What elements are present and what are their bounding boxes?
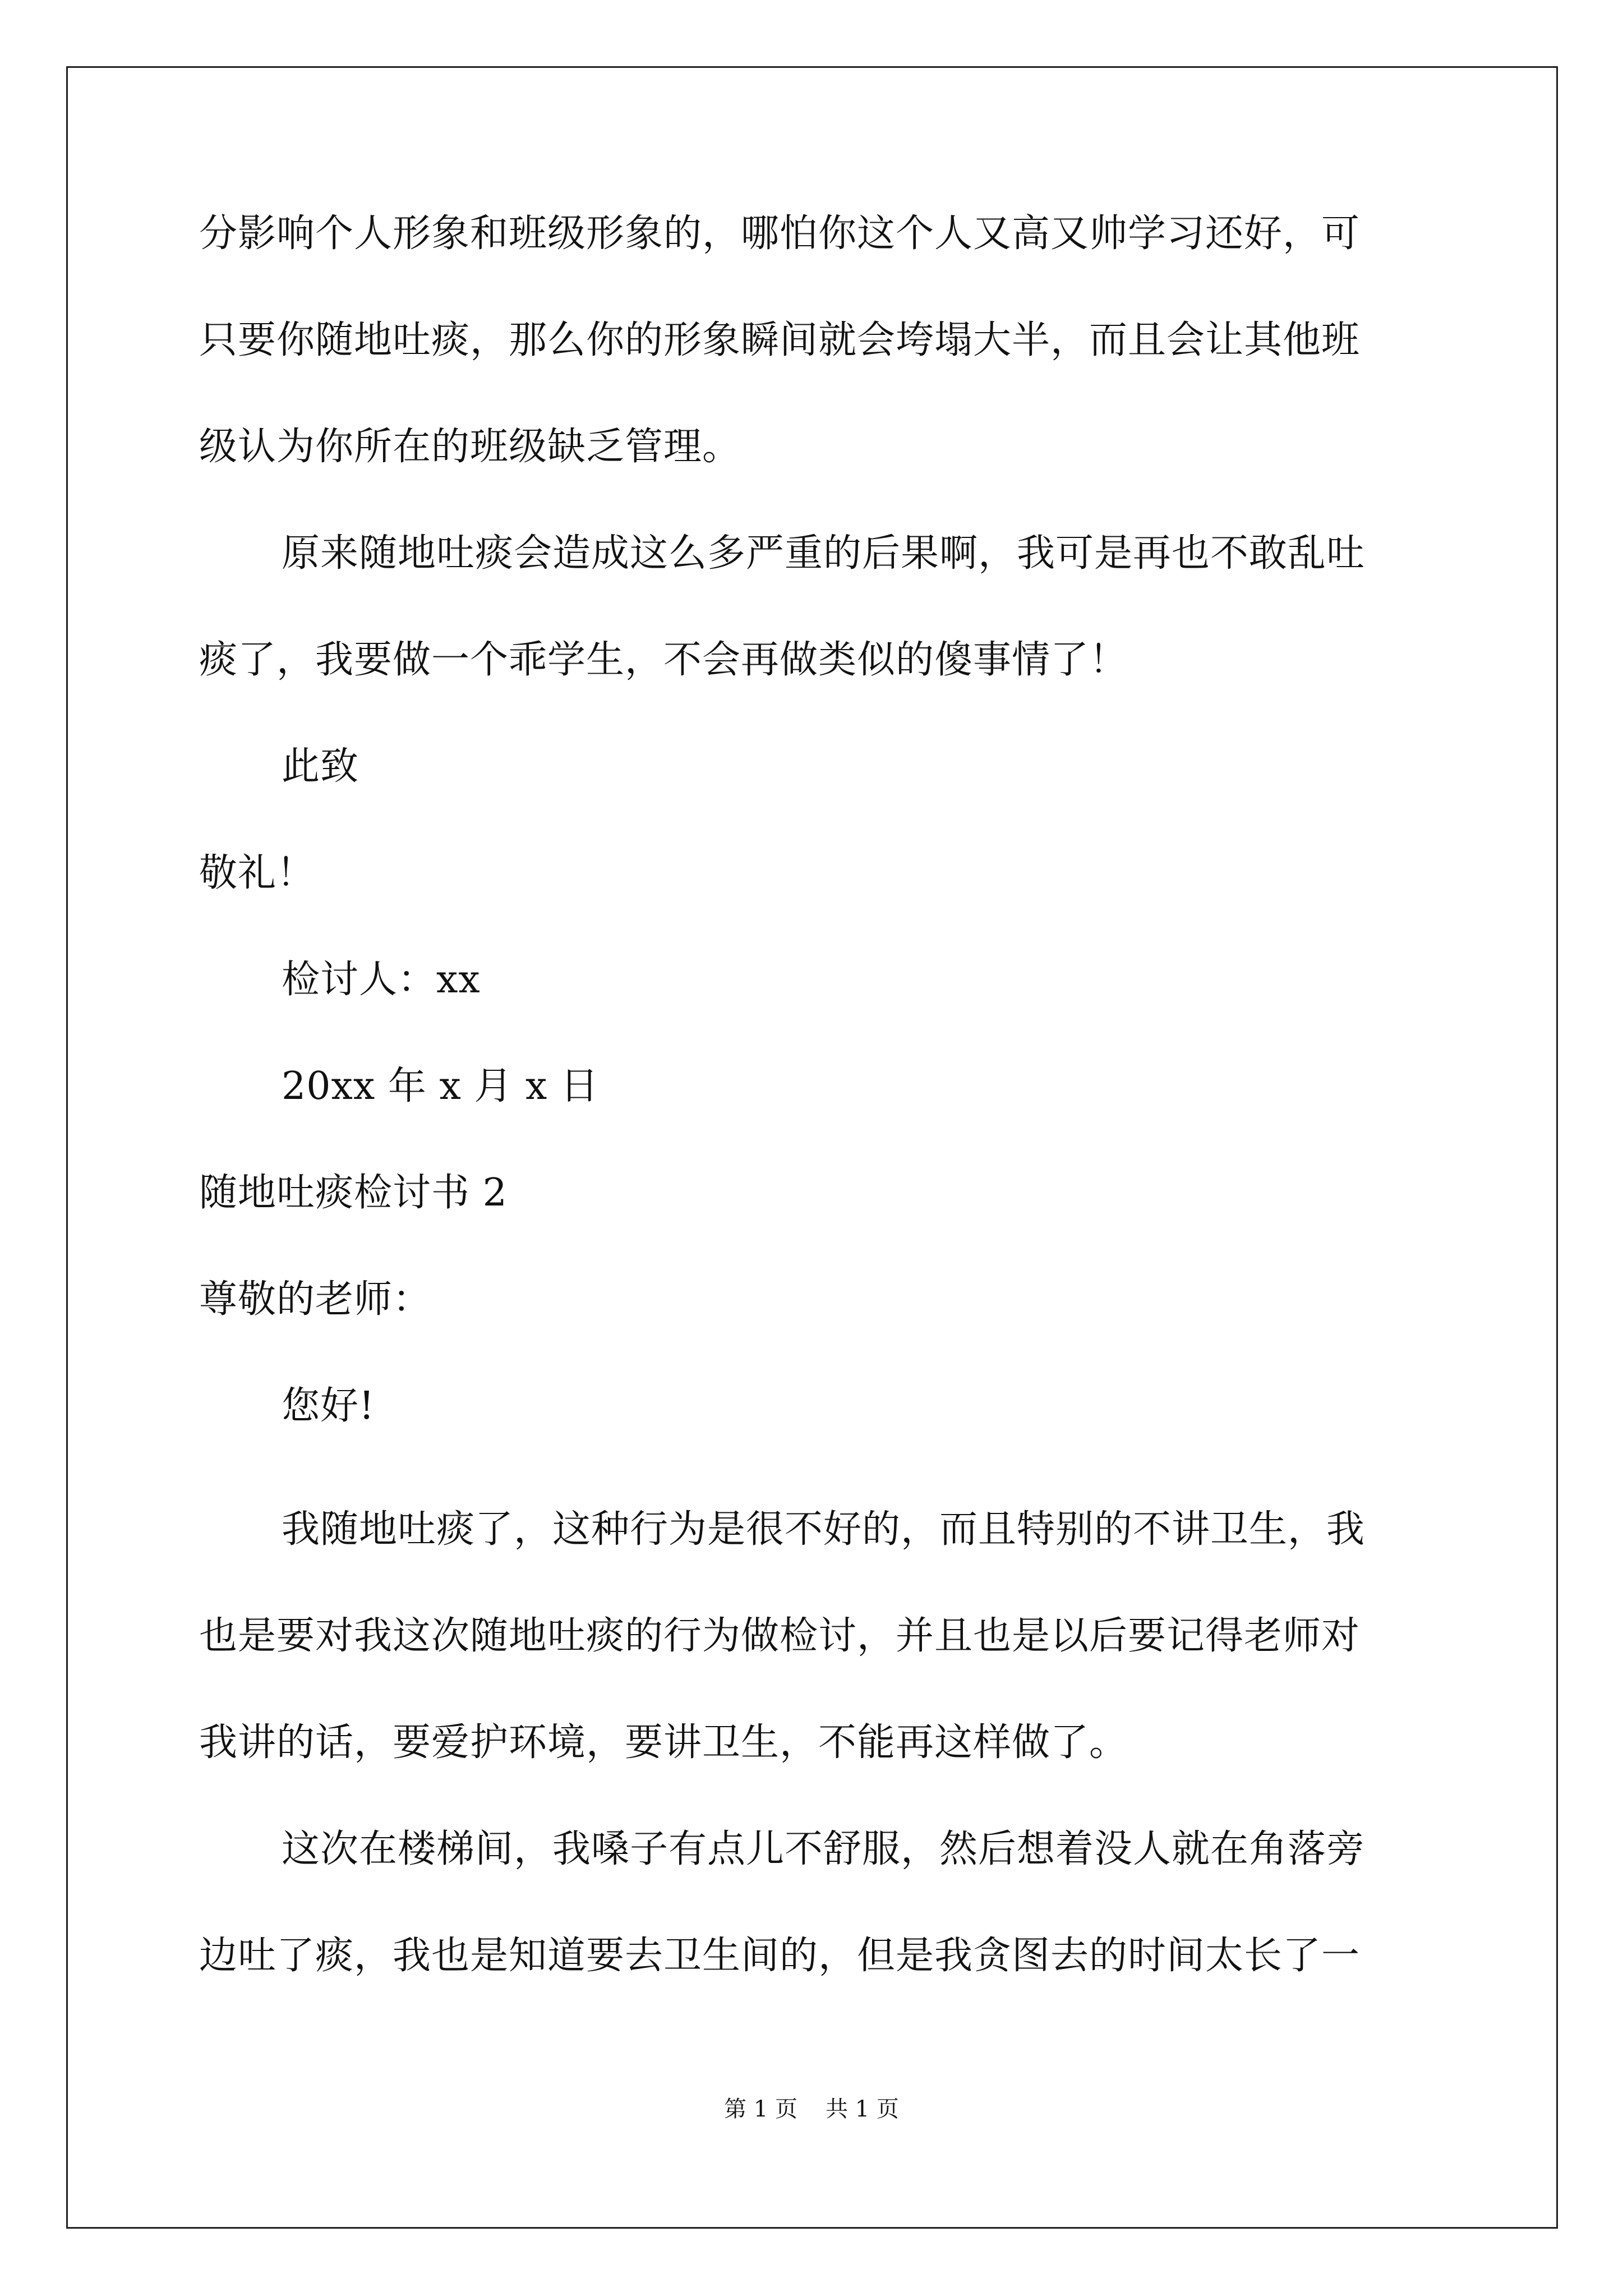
paragraph-line: 也是要对我这次随地吐痰的行为做检讨，并且也是以后要记得老师对 bbox=[199, 1614, 1361, 1658]
section-title: 随地吐痰检讨书 2 bbox=[199, 1171, 508, 1215]
paragraph-line: 这次在楼梯间，我嗓子有点儿不舒服，然后想着没人就在角落旁 bbox=[282, 1827, 1366, 1871]
salutation-line: 敬礼！ bbox=[199, 851, 316, 895]
paragraph-line: 分影响个人形象和班级形象的，哪怕你这个人又高又帅学习还好，可 bbox=[199, 211, 1361, 256]
paragraph-line: 只要你随地吐痰，那么你的形象瞬间就会垮塌大半，而且会让其他班 bbox=[199, 318, 1361, 362]
paragraph-line: 边吐了痰，我也是知道要去卫生间的，但是我贪图去的时间太长了一 bbox=[199, 1934, 1361, 1978]
greeting-line: 尊敬的老师： bbox=[199, 1277, 432, 1322]
paragraph-line: 我随地吐痰了，这种行为是很不好的，而且特别的不讲卫生，我 bbox=[282, 1507, 1366, 1552]
paragraph-line: 我讲的话，要爱护环境，要讲卫生，不能再这样做了。 bbox=[199, 1720, 1128, 1765]
greeting-line: 您好! bbox=[282, 1384, 375, 1428]
signature-line: 检讨人：xx bbox=[282, 958, 481, 1002]
page-number-current: 第 1 页 bbox=[724, 2096, 797, 2122]
page-border bbox=[66, 66, 1558, 2229]
paragraph-line: 痰了，我要做一个乖学生，不会再做类似的傻事情了！ bbox=[199, 638, 1128, 682]
page-footer bbox=[0, 2095, 1623, 2123]
closing-line: 此致 bbox=[282, 744, 359, 789]
paragraph-line: 原来随地吐痰会造成这么多严重的后果啊，我可是再也不敢乱吐 bbox=[282, 531, 1366, 576]
paragraph-line: 级认为你所在的班级缺乏管理。 bbox=[199, 425, 741, 469]
date-line: 20xx 年 x 月 x 日 bbox=[282, 1064, 600, 1108]
page-number-total: 共 1 页 bbox=[826, 2096, 899, 2122]
